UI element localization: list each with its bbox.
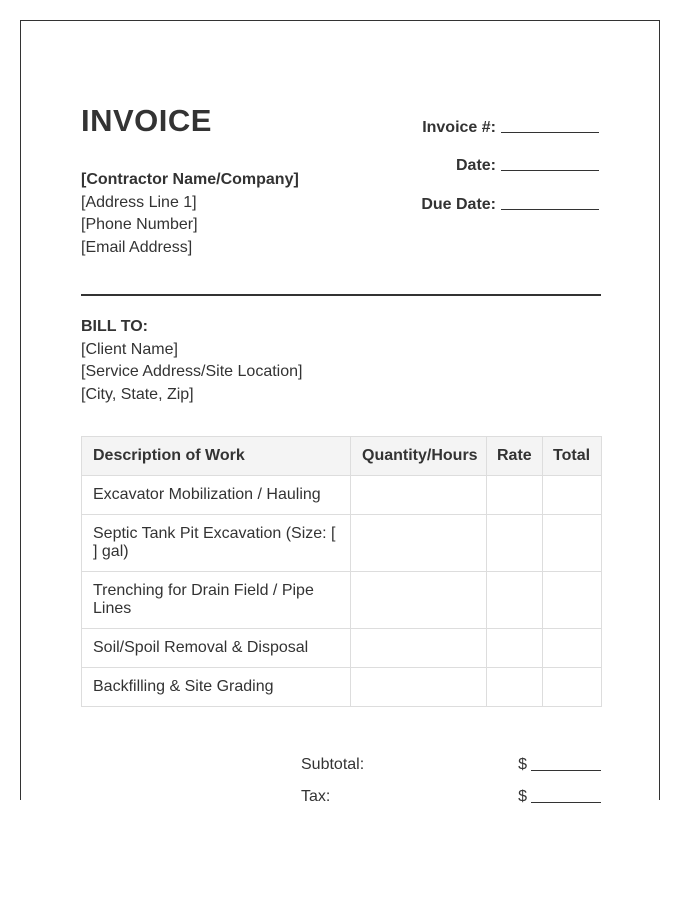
- totals-block: [301, 742, 601, 806]
- row-quantity-cell[interactable]: [351, 476, 487, 515]
- date-field[interactable]: [501, 156, 599, 171]
- contractor-phone: [Phone Number]: [81, 216, 198, 233]
- table-row: [82, 629, 602, 668]
- row-quantity-cell[interactable]: [351, 572, 487, 629]
- date-row: [339, 137, 599, 176]
- row-description: Soil/Spoil Removal & Disposal: [82, 629, 351, 668]
- row-rate-cell[interactable]: [487, 668, 543, 707]
- invoice-title: INVOICE: [81, 103, 212, 138]
- contractor-address: [Address Line 1]: [81, 193, 197, 211]
- tax-row: [301, 774, 601, 806]
- contractor-block: [81, 169, 299, 259]
- row-description: Excavator Mobilization / Hauling: [82, 476, 351, 515]
- row-total-cell[interactable]: [543, 515, 602, 572]
- bill-to-block: [81, 316, 302, 406]
- tax-currency: $: [518, 788, 527, 805]
- table-row: [82, 572, 602, 629]
- row-total-cell[interactable]: [543, 476, 602, 515]
- header-quantity: Quantity/Hours: [351, 437, 487, 476]
- invoice-number-field[interactable]: [501, 118, 599, 133]
- bill-to-label: BILL TO:: [81, 318, 148, 335]
- invoice-number-label: Invoice #:: [422, 118, 496, 136]
- subtotal-row: [301, 742, 601, 774]
- table-row: [82, 476, 602, 515]
- contractor-name: [Contractor Name/Company]: [81, 171, 299, 188]
- header-rate: Rate: [487, 437, 543, 476]
- row-quantity-cell[interactable]: [351, 629, 487, 668]
- invoice-page: [20, 20, 660, 805]
- row-quantity-cell[interactable]: [351, 668, 487, 707]
- row-total-cell[interactable]: [543, 572, 602, 629]
- row-rate-cell[interactable]: [487, 629, 543, 668]
- table-header-row: [82, 437, 602, 476]
- invoice-meta: [339, 98, 599, 214]
- table-row: [82, 515, 602, 572]
- date-label: Date:: [455, 157, 496, 174]
- row-rate-cell[interactable]: [487, 476, 543, 515]
- header-total: Total: [543, 437, 602, 476]
- due-date-row: [339, 175, 599, 214]
- contractor-email: [Email Address]: [81, 238, 193, 256]
- tax-field[interactable]: [531, 788, 601, 803]
- row-rate-cell[interactable]: [487, 572, 543, 629]
- row-description: Septic Tank Pit Excavation (Size: [ ] gal): [82, 515, 351, 572]
- service-address: [Service Address/Site Location]: [81, 363, 303, 380]
- header-description: Description of Work: [82, 437, 351, 476]
- row-rate-cell[interactable]: [487, 515, 543, 572]
- row-total-cell[interactable]: [543, 668, 602, 707]
- tax-label: Tax:: [301, 788, 331, 805]
- client-name: [Client Name]: [81, 340, 178, 358]
- subtotal-field[interactable]: [531, 756, 601, 771]
- invoice-number-row: [339, 98, 599, 137]
- line-items-table: [81, 436, 602, 707]
- subtotal-currency: $: [518, 756, 527, 773]
- row-description: Trenching for Drain Field / Pipe Lines: [82, 572, 351, 629]
- row-description: Backfilling & Site Grading: [82, 668, 351, 707]
- city-state-zip: [City, State, Zip]: [81, 385, 194, 403]
- due-date-label: Due Date:: [421, 195, 496, 213]
- header-divider: [81, 294, 601, 296]
- table-row: [82, 668, 602, 707]
- subtotal-label: Subtotal:: [301, 756, 365, 773]
- due-date-field[interactable]: [501, 195, 599, 210]
- row-quantity-cell[interactable]: [351, 515, 487, 572]
- row-total-cell[interactable]: [543, 629, 602, 668]
